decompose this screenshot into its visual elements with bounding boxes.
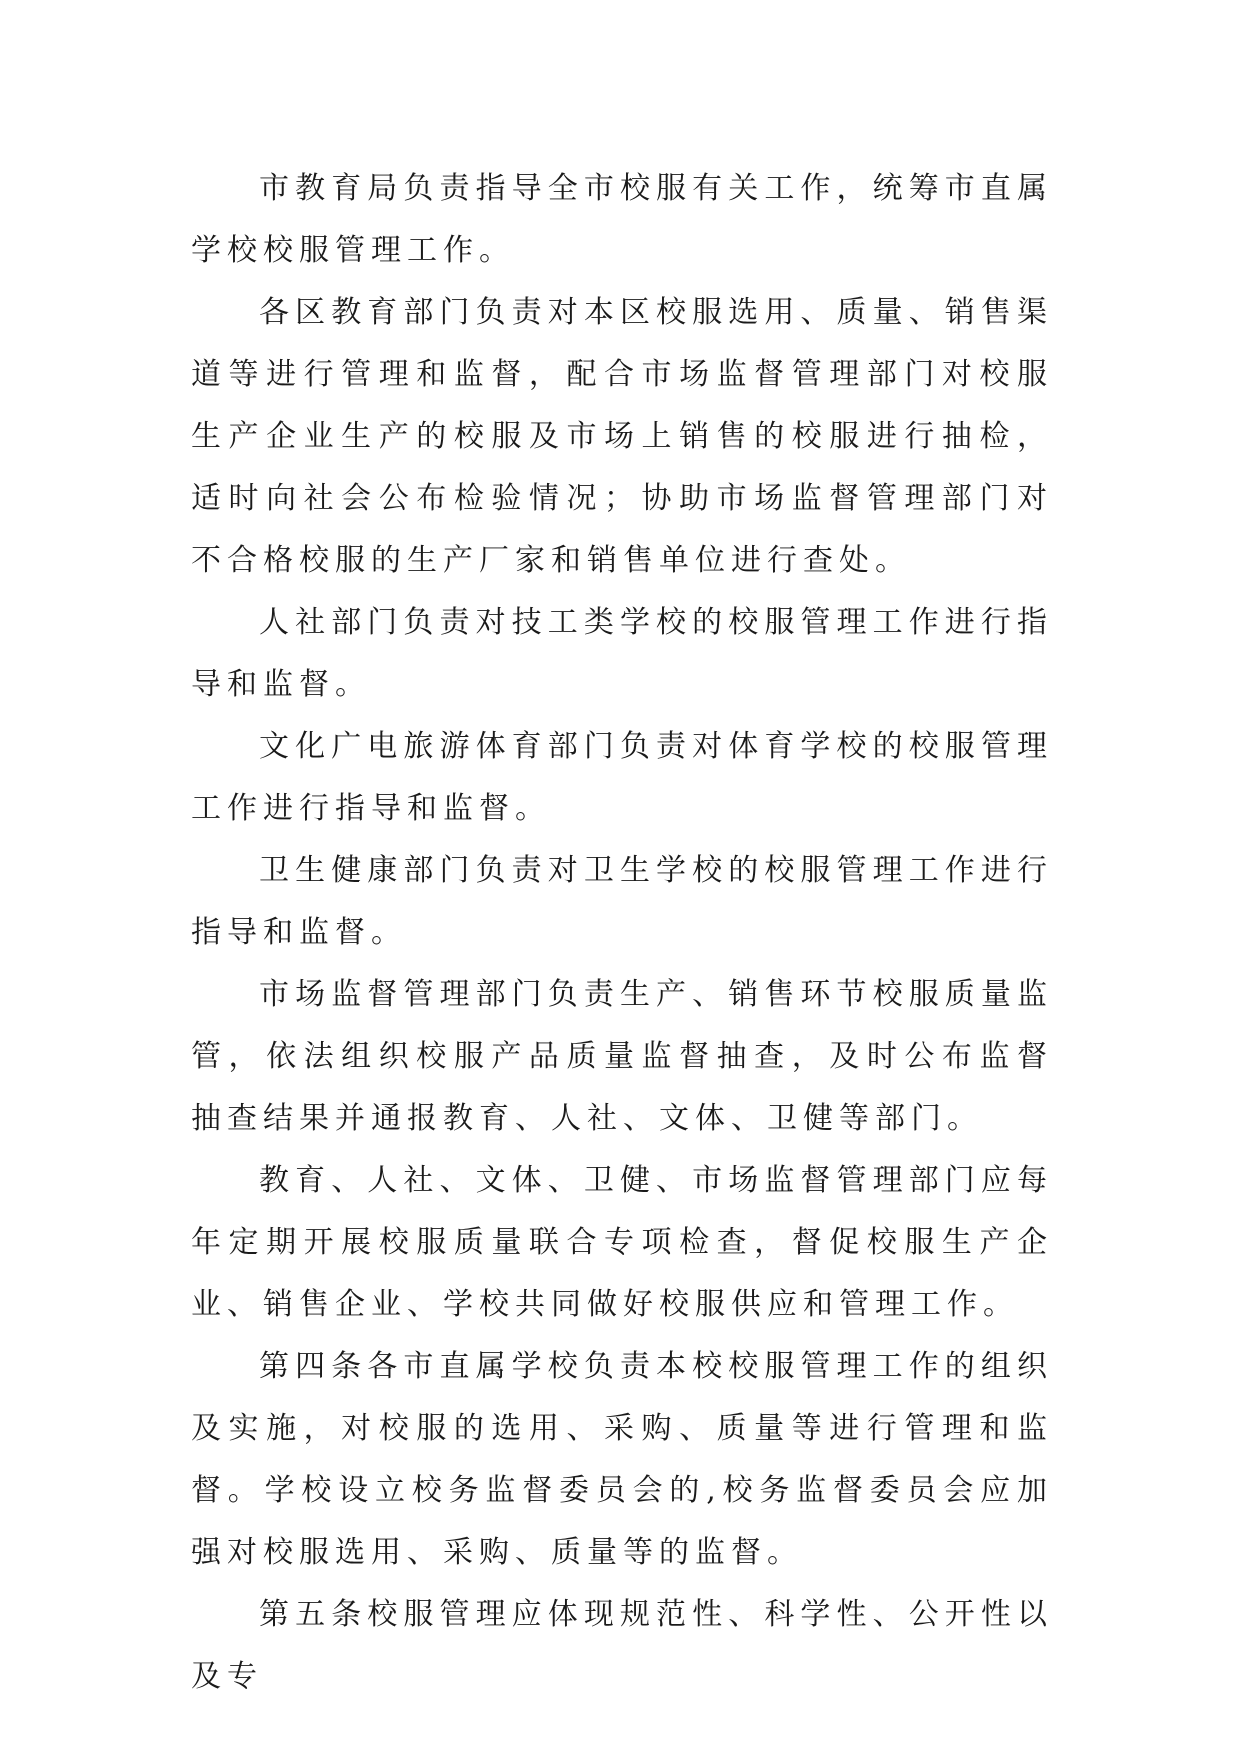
paragraph-joint-inspection: 教育、人社、文体、卫健、市场监督管理部门应每年定期开展校服质量联合专项检查，督促校服生产企业、销售企业、学校共同做好校服供应和管理工作。	[191, 1163, 1053, 1322]
paragraph-city-education-bureau: 市教育局负责指导全市校服有关工作，统筹市直属学校校服管理工作。	[191, 171, 1053, 268]
paragraph-district-education-departments: 各区教育部门负责对本区校服选用、质量、销售渠道等进行管理和监督，配合市场监督管理部门对校服生产企业生产的校服及市场上销售的校服进行抽检，适时向社会公布检验情况；协助市场监督管理部门对不合格校服的生产厂家和销售单位进行查处。	[191, 295, 1053, 578]
paragraph-culture-sports-department: 文化广电旅游体育部门负责对体育学校的校服管理工作进行指导和监督。	[191, 729, 1053, 826]
paragraph-market-supervision-department: 市场监督管理部门负责生产、销售环节校服质量监管，依法组织校服产品质量监督抽查，及时公布监督抽查结果并通报教育、人社、文体、卫健等部门。	[191, 977, 1053, 1136]
paragraph-article-five: 第五条校服管理应体现规范性、科学性、公开性以及专	[191, 1597, 1053, 1694]
paragraph-health-department: 卫生健康部门负责对卫生学校的校服管理工作进行指导和监督。	[191, 853, 1053, 950]
paragraph-human-resources-department: 人社部门负责对技工类学校的校服管理工作进行指导和监督。	[191, 605, 1053, 702]
document-body	[191, 158, 1053, 1708]
paragraph-article-four: 第四条各市直属学校负责本校校服管理工作的组织及实施，对校服的选用、采购、质量等进行管理和监督。学校设立校务监督委员会的,校务监督委员会应加强对校服选用、采购、质量等的监督。	[191, 1349, 1053, 1570]
